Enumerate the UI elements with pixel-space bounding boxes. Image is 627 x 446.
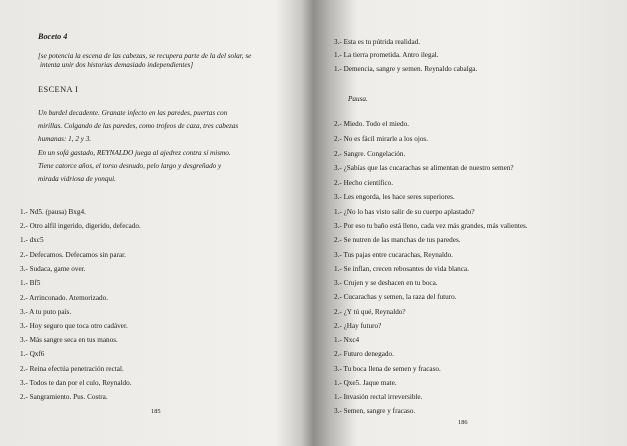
dialogue-line: 2.- Se nutren de las manchas de tus paredes. <box>334 236 461 244</box>
left-page <box>0 0 300 446</box>
dialogue-line: 3.- Esta es tu pútrida realidad. <box>334 38 421 46</box>
stage-line: En un sofá gastado, REYNALDO juega al ajedrez contra sí mismo. <box>38 149 231 157</box>
dialogue-line: 2.- Futuro denegado. <box>334 350 394 358</box>
dialogue-line: 1.- Se inflan, crecen rebosantes de vida blanca. <box>334 265 469 273</box>
right-page <box>322 0 627 446</box>
dialogue-line: 2.- Sangramiento. Pus. Costra. <box>20 393 108 401</box>
dialogue-line: 2.- ¿Hay futuro? <box>334 322 382 330</box>
dialogue-line: 1.- Nxc4 <box>334 336 360 344</box>
dialogue-line: 1.- Bf5 <box>20 279 41 287</box>
dialogue-line: 2.- Defecamos. Defecamos sin parar. <box>20 251 126 259</box>
dialogue-line: 1.- La tierra prometida. Antro ilegal. <box>334 51 439 59</box>
dialogue-line: 1.- Qxe5. Jaque mate. <box>334 379 397 387</box>
dialogue-line: 1.- Nd5. (pausa) Bxg4. <box>20 208 86 216</box>
dialogue-line: 3.- Todos te dan por el culo, Reynaldo. <box>20 379 132 387</box>
dialogue-line: 2.- Arrinconado. Atemorizado. <box>20 294 109 302</box>
stage-line: Tiene catorce años, el torso desnudo, pelo largo y desgreñado y <box>38 162 222 170</box>
dialogue-line: 2.- Sangre. Congelación. <box>334 150 406 158</box>
dialogue-line: 3.- Crujen y se deshacen en tu boca. <box>334 279 438 287</box>
stage-line: mirillas. Colgando de las paredes, como trofeos de caza, tres cabezas <box>38 122 239 130</box>
dialogue-line: 1.- ¿No lo has visto salir de su cuerpo aplastado? <box>334 208 475 216</box>
dialogue-line: 3.- Les engorda, les hace seres superiores. <box>334 193 455 201</box>
dialogue-line: 1.- Demencia, sangre y semen. Reynaldo cabalga. <box>334 65 478 73</box>
stage-direction-pause: Pausa. <box>348 95 368 103</box>
stage-line: Un burdel decadente. Granate infecto en las paredes, puertas con <box>38 109 228 117</box>
stage-line: mirada vidriosa de yonqui. <box>38 175 116 183</box>
note-line: intenta unir dos historias demasiado independientes] <box>40 61 194 69</box>
dialogue-line: 2.- Hecho científico. <box>334 179 394 187</box>
dialogue-line: 2.- ¿Y tú qué, Reynaldo? <box>334 308 406 316</box>
dialogue-line: 1.- dxc5 <box>20 236 44 244</box>
dialogue-line: 2.- Otro alfil ingerido, digerido, defecado. <box>20 222 141 230</box>
page-number: 185 <box>151 408 161 415</box>
dialogue-line: 3.- A tu puto país. <box>20 308 72 316</box>
dialogue-line: 2.- Miedo. Todo el miedo. <box>334 120 410 128</box>
dialogue-line: 3.- Sudaca, game over. <box>20 265 86 273</box>
dialogue-line: 2.- Cucarachas y semen, la raza del futuro. <box>334 293 457 301</box>
dialogue-line: 3.- Tu boca llena de semen y fracaso. <box>334 365 441 373</box>
dialogue-line: 1.- Qxf6 <box>20 350 45 358</box>
sketch-heading: Boceto 4 <box>38 32 68 41</box>
dialogue-line: 3.- Por eso tu baño está lleno, cada vez más grandes, más valientes. <box>334 222 528 230</box>
dialogue-line: 3.- Más sangre seca en tus manos. <box>20 336 118 344</box>
page-number: 186 <box>458 419 468 426</box>
dialogue-line: 3.- Semen, sangre y fracaso. <box>334 407 416 415</box>
dialogue-line: 3.- Tus pajas entre cucarachas, Reynaldo. <box>334 251 453 259</box>
note-line: [se potencia la escena de las cabezas, se recupera parte de la del solar, se <box>38 52 252 60</box>
scene-title: ESCENA I <box>38 85 79 94</box>
dialogue-line: 2.- No es fácil mirarle a los ojos. <box>334 135 429 143</box>
dialogue-line: 3.- Hoy seguro que toca otro cadáver. <box>20 322 128 330</box>
dialogue-line: 1.- Invasión rectal irreversible. <box>334 393 423 401</box>
dialogue-line: 3.- ¿Sabías que las cucarachas se alimentan de nuestro semen? <box>334 164 514 172</box>
stage-line: humanas: 1, 2 y 3. <box>38 135 92 143</box>
dialogue-line: 2.- Reina efectúa penetración rectal. <box>20 365 124 373</box>
